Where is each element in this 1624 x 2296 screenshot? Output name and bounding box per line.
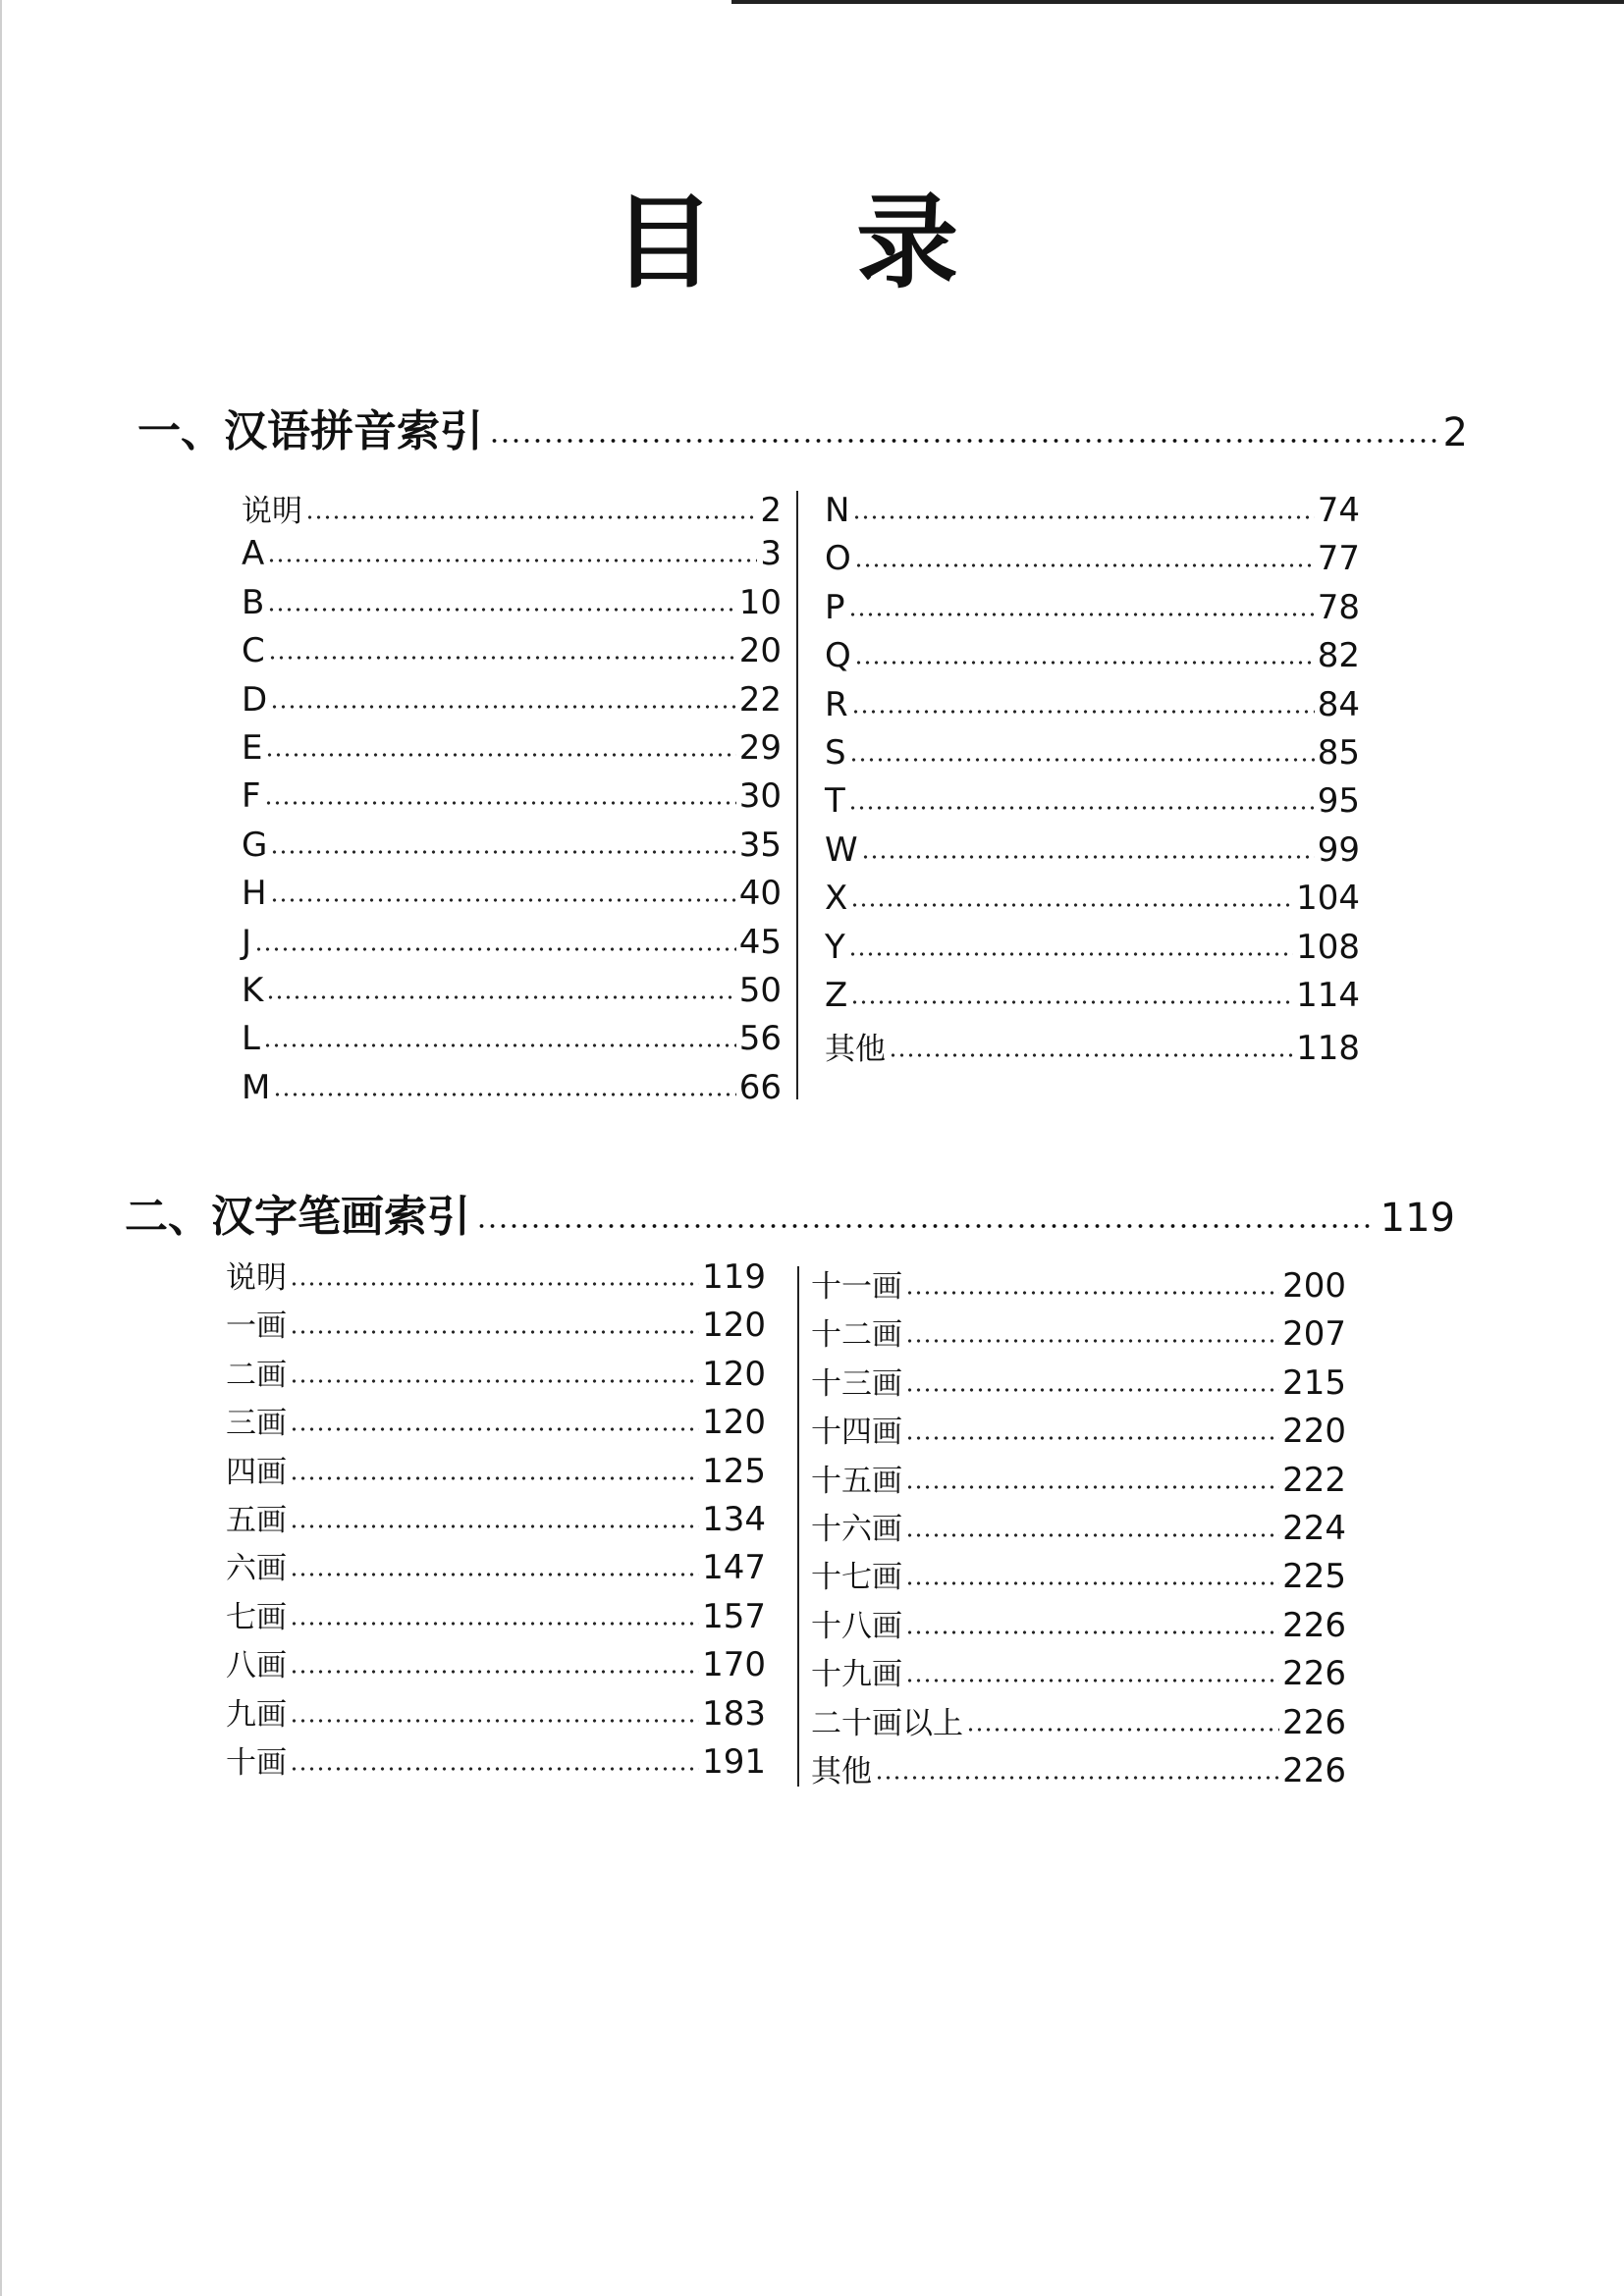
- dot-leader: [905, 1531, 1279, 1539]
- toc-entry[interactable]: [825, 539, 1360, 587]
- toc-entry[interactable]: [242, 1019, 782, 1067]
- toc-entry[interactable]: [226, 1592, 766, 1640]
- toc-entry-label: 十五画: [811, 1463, 902, 1499]
- toc-entry-label: 四画: [226, 1454, 287, 1490]
- dot-leader: [266, 993, 735, 1001]
- toc-entry[interactable]: [226, 1640, 766, 1688]
- toc-entry-label: T: [825, 781, 845, 822]
- toc-entry[interactable]: [242, 631, 782, 679]
- toc-entry-page: 134: [702, 1499, 766, 1539]
- toc-entry-label: R: [825, 684, 848, 724]
- toc-entry-label: 十三画: [811, 1365, 902, 1402]
- toc-entry-page: 157: [702, 1596, 766, 1636]
- dot-leader: [905, 1629, 1279, 1636]
- top-rule: [731, 0, 1624, 4]
- toc-entry-page: 45: [738, 922, 782, 962]
- toc-entry-page: 226: [1282, 1750, 1346, 1790]
- stroke-index-right-column: [811, 1261, 1346, 1794]
- toc-entry-page: 226: [1282, 1605, 1346, 1645]
- toc-entry[interactable]: [811, 1359, 1346, 1407]
- dot-leader: [290, 1377, 699, 1385]
- toc-entry-page: 215: [1282, 1362, 1346, 1403]
- toc-entry-page: 225: [1282, 1557, 1346, 1597]
- dot-leader: [852, 513, 1314, 521]
- dot-leader: [290, 1571, 699, 1578]
- dot-leader: [851, 708, 1315, 716]
- toc-entry-page: 120: [702, 1306, 766, 1346]
- page-left-edge: [0, 0, 2, 2296]
- dot-leader: [290, 1328, 699, 1336]
- toc-entry-page: 147: [702, 1548, 766, 1588]
- toc-entry[interactable]: [226, 1689, 766, 1737]
- toc-entry-page: 99: [1317, 829, 1360, 870]
- toc-entry-page: 120: [702, 1403, 766, 1443]
- dot-leader: [854, 561, 1315, 569]
- toc-entry[interactable]: [825, 830, 1360, 879]
- toc-entry-label: 十一画: [811, 1269, 902, 1305]
- toc-entry-label: 十四画: [811, 1415, 902, 1451]
- toc-entry-page: 2: [760, 491, 782, 530]
- toc-entry-page: 78: [1317, 587, 1360, 627]
- toc-entry[interactable]: [825, 733, 1360, 781]
- dot-leader: [290, 1425, 699, 1433]
- section-page-number: 2: [1442, 410, 1468, 455]
- toc-entry[interactable]: [242, 583, 782, 631]
- toc-entry-label: S: [825, 732, 846, 773]
- dot-leader: [265, 751, 735, 759]
- toc-entry-label: 十二画: [811, 1317, 902, 1354]
- toc-entry-page: 20: [738, 631, 782, 671]
- toc-entry-label: W: [825, 829, 858, 870]
- dot-leader: [966, 1726, 1279, 1734]
- toc-entry[interactable]: [242, 971, 782, 1019]
- toc-entry-label: E: [242, 727, 263, 768]
- dot-leader: [270, 896, 736, 904]
- dot-leader: [849, 756, 1315, 764]
- toc-entry[interactable]: [825, 781, 1360, 829]
- toc-entry-label: 十画: [226, 1744, 287, 1781]
- dot-leader: [905, 1434, 1279, 1442]
- toc-entry-label: 一画: [226, 1308, 287, 1345]
- toc-entry-label: 十九画: [811, 1657, 902, 1693]
- toc-entry-page: 10: [738, 582, 782, 622]
- toc-entry[interactable]: [811, 1601, 1346, 1649]
- dot-leader: [854, 659, 1315, 667]
- toc-entry-page: 118: [1296, 1029, 1360, 1069]
- toc-entry-label: X: [825, 879, 848, 919]
- toc-entry-page: 50: [738, 970, 782, 1010]
- column-divider: [797, 1266, 799, 1787]
- toc-entry[interactable]: [811, 1552, 1346, 1600]
- toc-entry[interactable]: [226, 1301, 766, 1349]
- toc-entry-label: G: [242, 825, 268, 865]
- toc-entry-label: 二画: [226, 1357, 287, 1393]
- toc-entry-label: P: [825, 587, 845, 627]
- toc-entry[interactable]: [825, 976, 1360, 1024]
- toc-entry[interactable]: [811, 1746, 1346, 1794]
- toc-entry[interactable]: [242, 728, 782, 776]
- toc-entry[interactable]: [226, 1398, 766, 1446]
- toc-entry[interactable]: [226, 1495, 766, 1543]
- toc-entry-page: 222: [1282, 1460, 1346, 1500]
- section-heading-label: 二、汉字笔画索引: [125, 1192, 470, 1242]
- dot-leader: [267, 557, 757, 564]
- toc-entry-page: 125: [702, 1451, 766, 1491]
- toc-entry[interactable]: [226, 1350, 766, 1398]
- toc-entry[interactable]: [242, 1068, 782, 1116]
- toc-entry-page: 35: [738, 825, 782, 865]
- page-title: 目 录: [612, 182, 1012, 302]
- toc-entry-page: 104: [1296, 879, 1360, 919]
- toc-entry[interactable]: [825, 928, 1360, 976]
- toc-entry[interactable]: [811, 1649, 1346, 1697]
- toc-entry[interactable]: [242, 826, 782, 874]
- toc-entry-label: 七画: [226, 1599, 287, 1635]
- toc-entry-label: H: [242, 874, 267, 914]
- toc-entry-page: 226: [1282, 1702, 1346, 1742]
- toc-entry-label: 说明: [242, 494, 302, 529]
- toc-entry[interactable]: [226, 1737, 766, 1786]
- toc-entry-label: 说明: [226, 1260, 287, 1296]
- dot-leader: [290, 1522, 699, 1530]
- toc-entry[interactable]: [811, 1261, 1346, 1309]
- dot-leader: [861, 853, 1315, 861]
- toc-entry-page: 40: [738, 874, 782, 914]
- section-heading-pinyin-index[interactable]: [137, 406, 1468, 456]
- toc-entry-page: 85: [1317, 732, 1360, 773]
- toc-entry[interactable]: [242, 776, 782, 825]
- dot-leader: [905, 1289, 1279, 1297]
- toc-entry-label: M: [242, 1067, 271, 1107]
- section-heading-label: 一、汉语拼音索引: [137, 406, 483, 456]
- toc-entry[interactable]: [226, 1543, 766, 1591]
- dot-leader: [850, 901, 1293, 909]
- dot-leader: [905, 1386, 1279, 1394]
- toc-entry-page: 82: [1317, 636, 1360, 676]
- dot-leader: [848, 804, 1315, 812]
- toc-entry[interactable]: [242, 486, 782, 534]
- toc-entry-page: 95: [1317, 781, 1360, 822]
- toc-entry-label: 六画: [226, 1551, 287, 1587]
- dot-leader: [254, 945, 736, 953]
- toc-entry-page: 77: [1317, 539, 1360, 579]
- toc-entry-page: 29: [738, 727, 782, 768]
- dot-leader: [290, 1280, 699, 1288]
- toc-entry-label: 五画: [226, 1502, 287, 1538]
- dot-leader: [273, 1091, 735, 1098]
- toc-entry-page: 183: [702, 1693, 766, 1734]
- toc-entry-label: K: [242, 970, 264, 1010]
- section-page-number: 119: [1380, 1196, 1455, 1241]
- toc-entry-label: C: [242, 631, 265, 671]
- toc-entry[interactable]: [825, 879, 1360, 927]
- dot-leader: [270, 703, 736, 711]
- dot-leader: [850, 998, 1293, 1006]
- toc-entry-page: 207: [1282, 1314, 1346, 1355]
- toc-entry-label: 九画: [226, 1696, 287, 1733]
- column-divider: [796, 491, 798, 1099]
- toc-entry-label: Y: [825, 927, 845, 967]
- toc-entry[interactable]: [825, 491, 1360, 539]
- toc-entry[interactable]: [825, 588, 1360, 636]
- toc-entry[interactable]: [242, 680, 782, 728]
- toc-entry[interactable]: [811, 1309, 1346, 1358]
- toc-entry-label: O: [825, 539, 851, 579]
- pinyin-index-left-column: [242, 486, 782, 1116]
- toc-entry[interactable]: [811, 1698, 1346, 1746]
- toc-entry-page: 170: [702, 1645, 766, 1685]
- toc-entry-label: A: [242, 534, 265, 574]
- dot-leader: [889, 1051, 1293, 1059]
- toc-entry-label: 十七画: [811, 1560, 902, 1596]
- dot-leader: [848, 611, 1315, 618]
- toc-entry-page: 74: [1317, 491, 1360, 530]
- dot-leader: [270, 848, 735, 856]
- toc-entry[interactable]: [825, 1024, 1360, 1072]
- dot-leader: [905, 1483, 1279, 1491]
- toc-entry-label: D: [242, 679, 268, 720]
- dot-leader: [268, 654, 736, 662]
- toc-entry-page: 224: [1282, 1508, 1346, 1548]
- dot-leader: [290, 1765, 699, 1773]
- toc-entry-label: F: [242, 776, 261, 817]
- dot-leader: [290, 1668, 699, 1676]
- toc-entry[interactable]: [811, 1456, 1346, 1504]
- dot-leader: [489, 436, 1437, 446]
- toc-entry-page: 108: [1296, 927, 1360, 967]
- dot-leader: [290, 1717, 699, 1725]
- dot-leader: [264, 799, 736, 807]
- toc-entry[interactable]: [242, 874, 782, 922]
- dot-leader: [290, 1620, 699, 1628]
- dot-leader: [476, 1221, 1375, 1231]
- toc-entry-page: 84: [1317, 684, 1360, 724]
- pinyin-index-right-column: [825, 491, 1360, 1073]
- dot-leader: [305, 513, 757, 521]
- toc-entry-label: B: [242, 582, 265, 622]
- dot-leader: [848, 950, 1293, 958]
- toc-entry-label: N: [825, 491, 850, 530]
- toc-entry[interactable]: [226, 1253, 766, 1301]
- toc-entry-label: 十八画: [811, 1608, 902, 1644]
- toc-entry[interactable]: [811, 1407, 1346, 1455]
- toc-entry-page: 119: [702, 1257, 766, 1297]
- toc-entry-page: 56: [738, 1019, 782, 1059]
- toc-entry-label: 其他: [825, 1032, 886, 1068]
- toc-entry-page: 114: [1296, 975, 1360, 1015]
- toc-entry-label: 八画: [226, 1648, 287, 1684]
- toc-entry-label: J: [242, 922, 252, 962]
- toc-entry-page: 3: [760, 534, 782, 574]
- dot-leader: [267, 606, 735, 614]
- toc-entry-label: Z: [825, 975, 848, 1015]
- dot-leader: [905, 1677, 1279, 1684]
- dot-leader: [290, 1474, 699, 1482]
- toc-entry-page: 220: [1282, 1412, 1346, 1452]
- toc-entry-label: L: [242, 1019, 260, 1059]
- dot-leader: [905, 1579, 1279, 1587]
- dot-leader: [263, 1041, 736, 1049]
- toc-entry-page: 22: [738, 679, 782, 720]
- dot-leader: [875, 1774, 1279, 1782]
- toc-entry[interactable]: [242, 534, 782, 582]
- section-heading-stroke-index[interactable]: [125, 1192, 1455, 1242]
- toc-entry-page: 226: [1282, 1654, 1346, 1694]
- toc-entry[interactable]: [242, 923, 782, 971]
- toc-entry-label: 十六画: [811, 1511, 902, 1547]
- toc-entry[interactable]: [825, 685, 1360, 733]
- toc-entry-label: 三画: [226, 1406, 287, 1442]
- toc-entry-label: 二十画以上: [811, 1705, 963, 1741]
- toc-entry-page: 191: [702, 1741, 766, 1782]
- toc-entry-label: Q: [825, 636, 851, 676]
- toc-entry-page: 200: [1282, 1266, 1346, 1306]
- stroke-index-left-column: [226, 1253, 766, 1786]
- toc-entry-page: 120: [702, 1354, 766, 1394]
- dot-leader: [905, 1337, 1279, 1345]
- toc-entry[interactable]: [811, 1504, 1346, 1552]
- toc-entry-page: 30: [738, 776, 782, 817]
- toc-entry[interactable]: [825, 636, 1360, 684]
- toc-entry-label: 其他: [811, 1753, 872, 1789]
- toc-entry-page: 66: [738, 1067, 782, 1107]
- toc-entry[interactable]: [226, 1447, 766, 1495]
